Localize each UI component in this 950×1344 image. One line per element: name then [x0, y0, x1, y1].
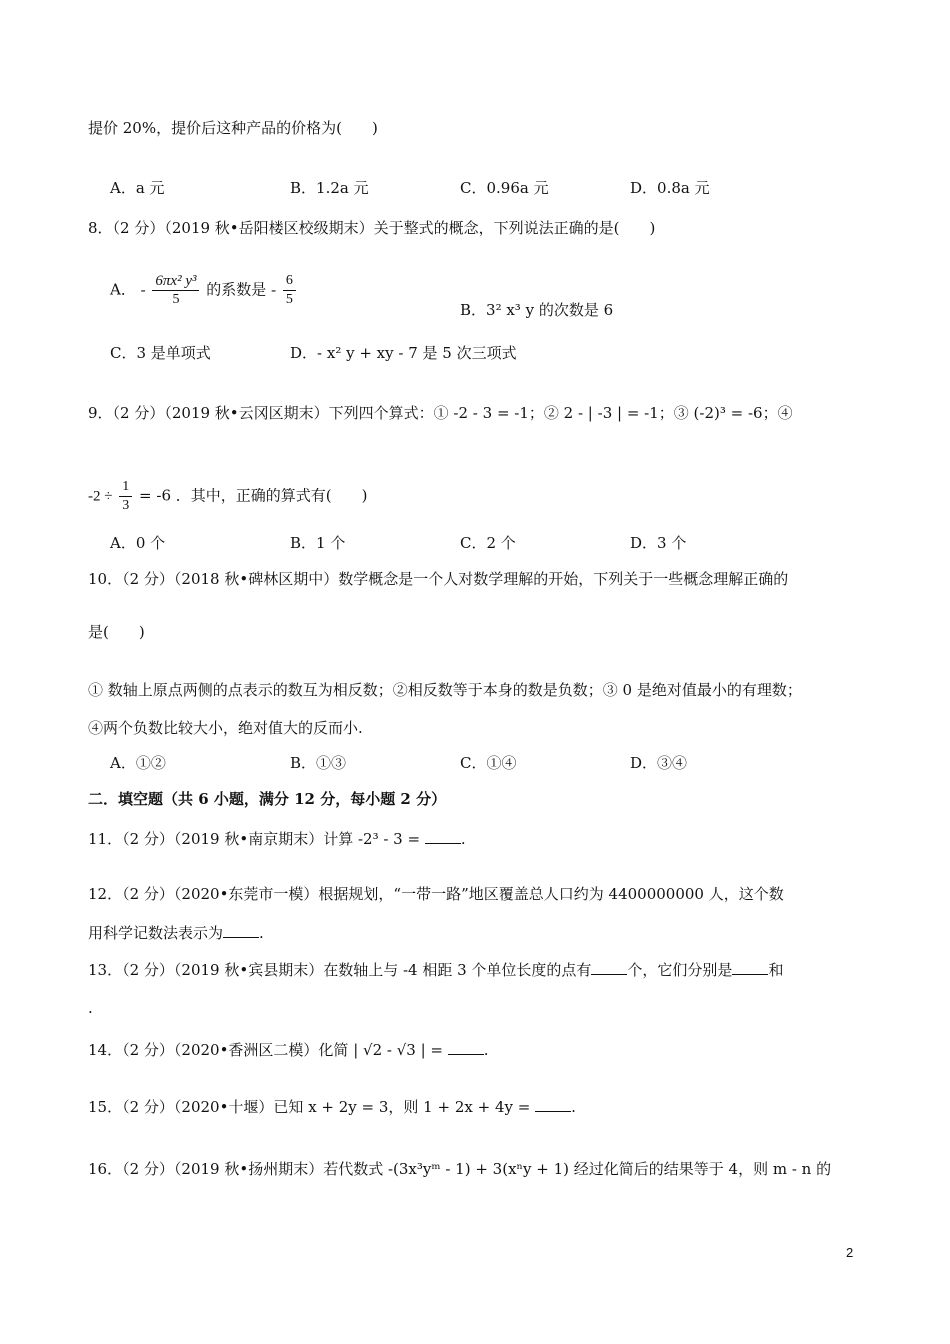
q10-option-a: A．①② — [110, 754, 166, 772]
q13-line-2: . — [88, 999, 93, 1017]
q8-option-c: C．3 是单项式 — [110, 344, 211, 362]
q8-option-d: D．- x² y + xy - 7 是 5 次三项式 — [290, 344, 517, 362]
q10-stem: 10．（2 分）（2018 秋•碑林区期中）数学概念是一个人对数学理解的开始，下列关于一些概念理解正确的 — [88, 570, 789, 588]
q7-stem: 提价 20%，提价后这种产品的价格为( ) — [88, 119, 378, 137]
q12-line-1: 12．（2 分）（2020•东莞市一模）根据规划，“一带一路”地区覆盖总人口约为 4400000000 人，这个数 — [88, 885, 784, 903]
q8-option-a-fraction: $\frac{\text{6πx² y³}}{5}$ — [152, 272, 199, 309]
q8-option-b: B．3² x³ y 的次数是 6 — [460, 301, 614, 319]
q11: 11．（2 分）（2019 秋•南京期末）计算 -2³ - 3 = . — [88, 830, 466, 848]
q10-option-c: C．①④ — [460, 754, 517, 772]
q9-option-c: C．2 个 — [460, 534, 516, 552]
q9-option-d: D．3 个 — [630, 534, 687, 552]
q9-stem: 9．（2 分）（2019 秋•云冈区期末）下列四个算式：① -2 - 3 = -1；② 2 - | -3 | = -1；③ (-2)³ = -6；④ — [88, 404, 793, 422]
q15-blank — [535, 1097, 571, 1112]
q7-option-c: C．0.96a 元 — [460, 179, 549, 197]
q13: 13．（2 分）（2019 秋•宾县期末）在数轴上与 -4 相距 3 个单位长度的点有 个，它们分别是 和 — [88, 961, 784, 979]
q11-blank — [425, 829, 461, 844]
q16: 16．（2 分）（2019 秋•扬州期末）若代数式 -(3x³yᵐ - 1) + 3(xⁿy + 1) 经过化简后的结果等于 4，则 m - n 的 — [88, 1160, 832, 1178]
q8-option-a-coef: $\frac{6}{5}$ — [283, 272, 296, 309]
q12-blank — [223, 923, 259, 938]
page-number: 2 — [846, 1245, 854, 1260]
q14-blank — [448, 1040, 484, 1055]
q9-continuation: -2 ÷ $\frac{1}{3}$ = -6 ．其中，正确的算式有( ) — [88, 479, 368, 513]
q10-option-b: B．①③ — [290, 754, 347, 772]
q14: 14．（2 分）（2020•香洲区二模）化简 | √2 - √3 | = . — [88, 1041, 489, 1059]
q12-line-2: 用科学记数法表示为 . — [88, 924, 264, 942]
q10-body-2: ④两个负数比较大小，绝对值大的反而小. — [88, 719, 363, 737]
q9-option-a: A．0 个 — [110, 534, 166, 552]
q8-stem: 8．（2 分）（2019 秋•岳阳楼区校级期末）关于整式的概念，下列说法正确的是( ) — [88, 219, 656, 237]
section-fill-in-heading: 二．填空题（共 6 小题，满分 12 分，每小题 2 分） — [88, 790, 447, 808]
q9-fraction: $\frac{1}{3}$ — [119, 478, 132, 515]
q8-option-a-label: A． — [110, 280, 136, 299]
q9-option-b: B．1 个 — [290, 534, 346, 552]
q7-option-b: B．1.2a 元 — [290, 179, 369, 197]
q13-blank-2 — [732, 960, 768, 975]
q13-blank-1 — [591, 960, 627, 975]
q10-option-d: D．③④ — [630, 754, 688, 772]
q7-option-d: D．0.8a 元 — [630, 179, 710, 197]
q8-option-a: A． - $\frac{\text{6πx² y³}}{5}$ 的系数是 - $\frac{6}{5}$ — [110, 272, 298, 309]
q15: 15．（2 分）（2020•十堰）已知 x + 2y = 3，则 1 + 2x + 4y = . — [88, 1098, 576, 1116]
q7-option-a: A．a 元 — [110, 179, 165, 197]
q10-stem-cont: 是( ) — [88, 623, 145, 641]
q8-option-a-mid: 的系数是 — [206, 280, 267, 299]
q10-body-1: ① 数轴上原点两侧的点表示的数互为相反数；②相反数等于本身的数是负数；③ 0 是绝对值最小的有理数； — [88, 681, 802, 699]
